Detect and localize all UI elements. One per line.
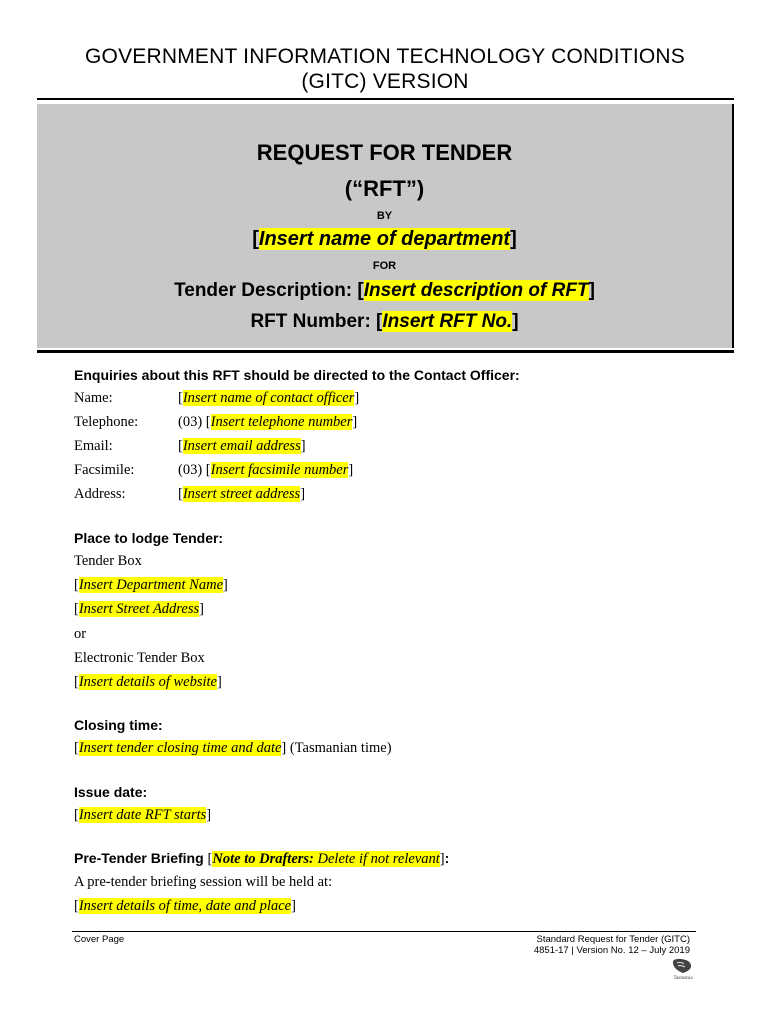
tasmania-logo-text: Tasmania bbox=[673, 976, 693, 980]
rft-heading: REQUEST FOR TENDER bbox=[256, 140, 513, 165]
contact-row-telephone: Telephone: (03) [Insert telephone number] bbox=[74, 414, 358, 430]
street-address-placeholder[interactable]: Insert Street Address bbox=[78, 601, 200, 617]
contact-telephone-placeholder[interactable]: Insert telephone number bbox=[210, 414, 353, 430]
drafters-note[interactable] bbox=[212, 851, 439, 867]
tasmania-logo-icon bbox=[668, 958, 698, 980]
footer-right-line-1: Standard Request for Tender (GITC) bbox=[536, 934, 690, 945]
document-title-line-1: GOVERNMENT INFORMATION TECHNOLOGY CONDITIONS bbox=[85, 45, 685, 68]
for-label: FOR bbox=[372, 260, 397, 272]
drafters-note-text: Delete if not relevant bbox=[313, 851, 440, 867]
enquiries-heading: Enquiries about this RFT should be directed to the Contact Officer: bbox=[74, 367, 520, 383]
drafters-note-label: Note to Drafters: bbox=[212, 851, 314, 867]
document-title bbox=[0, 44, 770, 94]
website-line: [Insert details of website] bbox=[74, 674, 222, 690]
document-title-line-2: (GITC) VERSION bbox=[301, 70, 469, 93]
briefing-details-placeholder[interactable]: Insert details of time, date and place bbox=[78, 898, 292, 914]
contact-label: Facsimile: bbox=[74, 462, 135, 478]
department-line: [Insert name of department] bbox=[252, 228, 517, 250]
contact-label: Name: bbox=[74, 390, 113, 406]
contact-name-placeholder[interactable]: Insert name of contact officer bbox=[182, 390, 355, 406]
contact-prefix: (03) bbox=[178, 414, 206, 430]
issue-date-heading: Issue date: bbox=[74, 784, 148, 800]
department-placeholder[interactable]: Insert name of department bbox=[258, 228, 511, 250]
contact-label: Telephone: bbox=[74, 414, 139, 430]
contact-row-facsimile: Facsimile: (03) [Insert facsimile number] bbox=[74, 462, 354, 478]
website-placeholder[interactable]: Insert details of website bbox=[78, 674, 217, 690]
closing-time-heading: Closing time: bbox=[74, 717, 163, 733]
by-label: BY bbox=[376, 210, 393, 222]
rft-number-label: RFT Number: bbox=[250, 311, 377, 332]
contact-facsimile-placeholder[interactable]: Insert facsimile number bbox=[210, 462, 349, 478]
closing-time-suffix: (Tasmanian time) bbox=[286, 740, 392, 756]
contact-email-placeholder[interactable]: Insert email address bbox=[182, 438, 301, 454]
or-text: or bbox=[74, 626, 87, 642]
rft-number-placeholder[interactable]: Insert RFT No. bbox=[382, 311, 513, 332]
footer-right-line-2: 4851-17 | Version No. 12 – July 2019 bbox=[533, 945, 690, 956]
department-name-line: [Insert Department Name] bbox=[74, 577, 228, 593]
issue-date-line: [Insert date RFT starts] bbox=[74, 807, 212, 823]
issue-date-placeholder[interactable]: Insert date RFT starts bbox=[78, 807, 207, 823]
contact-row-name: Name: [Insert name of contact officer] bbox=[74, 390, 360, 406]
contact-row-address: Address: [Insert street address] bbox=[74, 486, 306, 502]
closing-time-placeholder[interactable]: Insert tender closing time and date bbox=[78, 740, 282, 756]
electronic-tender-box-text: Electronic Tender Box bbox=[74, 650, 205, 666]
briefing-heading-line: Pre-Tender Briefing [Note to Drafters: Delete if not relevant]: bbox=[74, 850, 450, 867]
lodge-heading: Place to lodge Tender: bbox=[74, 530, 224, 546]
briefing-text: A pre-tender briefing session will be held at: bbox=[74, 874, 333, 890]
rft-number-line: RFT Number: [Insert RFT No.] bbox=[250, 311, 519, 332]
closing-time-line: [Insert tender closing time and date] (Tasmanian time) bbox=[74, 740, 392, 756]
briefing-details-line: [Insert details of time, date and place] bbox=[74, 898, 296, 914]
contact-prefix: (03) bbox=[178, 462, 206, 478]
footer-divider bbox=[72, 931, 696, 932]
contact-label: Email: bbox=[74, 438, 113, 454]
tender-description-line: Tender Description: [Insert description of RFT] bbox=[174, 280, 595, 301]
contact-label: Address: bbox=[74, 486, 126, 502]
department-name-placeholder[interactable]: Insert Department Name bbox=[78, 577, 224, 593]
street-address-line: [Insert Street Address] bbox=[74, 601, 204, 617]
tender-description-label: Tender Description: bbox=[174, 280, 358, 301]
cover-panel bbox=[37, 104, 734, 348]
rft-abbrev: (“RFT”) bbox=[344, 176, 425, 201]
tender-description-placeholder[interactable]: Insert description of RFT bbox=[363, 280, 589, 301]
cover-divider bbox=[37, 350, 734, 353]
contact-address-placeholder[interactable]: Insert street address bbox=[182, 486, 301, 502]
title-divider bbox=[37, 98, 734, 100]
footer-right bbox=[534, 934, 690, 956]
footer-left: Cover Page bbox=[74, 934, 125, 945]
briefing-heading: Pre-Tender Briefing bbox=[74, 850, 208, 866]
contact-row-email: Email: [Insert email address] bbox=[74, 438, 306, 454]
tender-box-text: Tender Box bbox=[74, 553, 142, 569]
